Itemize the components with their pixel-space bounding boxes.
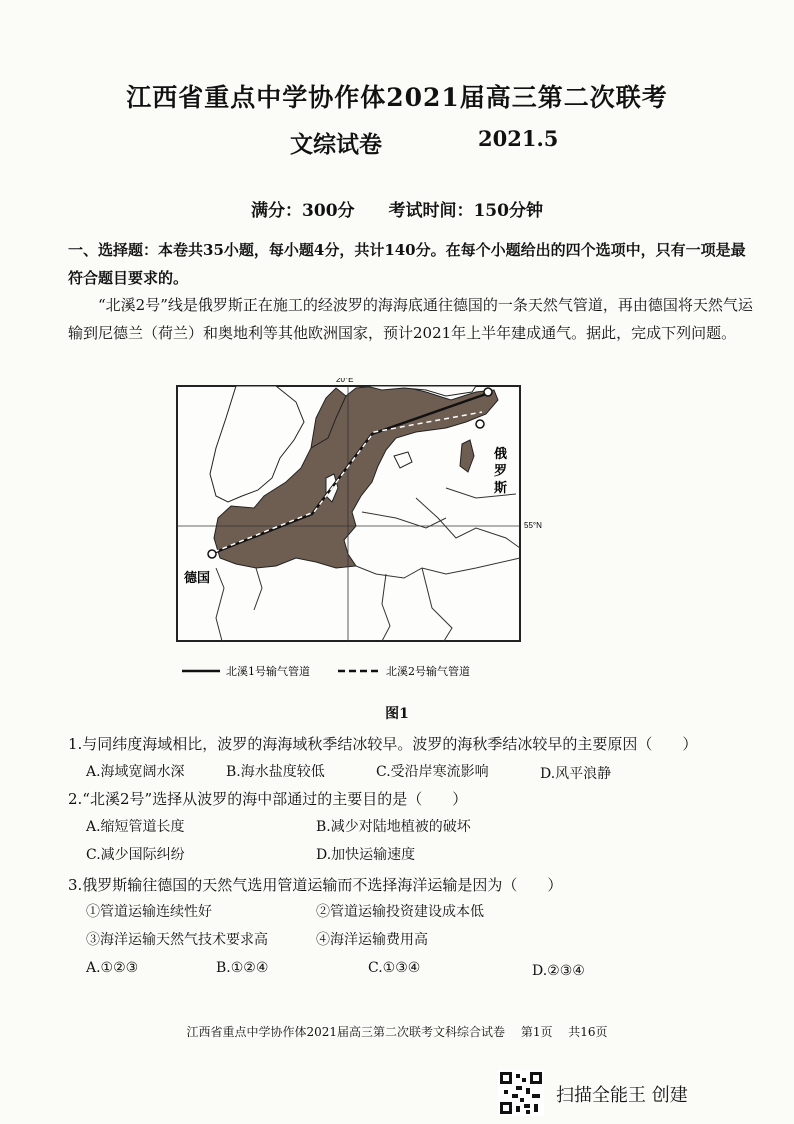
- q3-option-c: C.①③④: [368, 960, 421, 976]
- q3-statement-3: ③海洋运输天然气技术要求高: [86, 932, 268, 948]
- question-2-stem: 2.“北溪2号”选择从波罗的海中部通过的主要目的是（ ）: [68, 790, 468, 808]
- section-instructions: 一、选择题：本卷共35小题，每小题4分，共计140分。在每个小题给出的四个选项中，只有一项是最符合题目要求的。: [68, 241, 746, 287]
- legend-label-1: 北溪1号输气管道: [226, 665, 310, 678]
- baltic-map: [176, 378, 546, 678]
- score-line: [0, 196, 794, 221]
- figure-caption: 图1: [385, 706, 409, 722]
- question-1-stem: 1.与同纬度海域相比，波罗的海海域秋季结冰较早。波罗的海秋季结冰较早的主要原因（ ）: [68, 735, 698, 753]
- q3-statement-1: ①管道运输连续性好: [86, 904, 212, 920]
- exam-title: 江西省重点中学协作体2021届高三第二次联考: [126, 83, 668, 112]
- exam-subject: 文综试卷: [290, 131, 382, 158]
- russia-label-2: 罗: [494, 464, 508, 479]
- russia-label-3: 斯: [494, 481, 508, 496]
- exam-date: 2021.5: [478, 126, 559, 151]
- q1-option-b: B.海水盐度较低: [226, 764, 325, 780]
- lat-label: 55°N: [524, 521, 542, 530]
- q2-option-c: C.减少国际纠纷: [86, 847, 185, 863]
- q3-option-a: A.①②③: [86, 960, 139, 976]
- scanner-watermark: 扫描全能王 创建: [556, 1085, 688, 1106]
- russia-label-1: 俄: [494, 447, 508, 462]
- full-score: 满分：300分: [251, 201, 355, 221]
- legend-label-2: 北溪2号输气管道: [386, 665, 470, 678]
- q3-option-b: B.①②④: [216, 960, 269, 976]
- question-3-stem: 3.俄罗斯输往德国的天然气选用管道运输而不选择海洋运输是因为（ ）: [68, 876, 563, 894]
- q1-option-a: A.海域宽阔水深: [86, 764, 185, 780]
- passage: “北溪2号”线是俄罗斯正在施工的经波罗的海海底通往德国的一条天然气管道，再由德国将天然气运输到尼德兰（荷兰）和奥地利等其他欧洲国家，预计2021年上半年建成通气。据此，完成下列问题。: [68, 296, 753, 342]
- page-footer: [0, 1023, 794, 1040]
- exam-time: 考试时间：150分钟: [388, 201, 543, 221]
- germany-label: 德国: [184, 571, 211, 586]
- qr-code-icon: [498, 1070, 544, 1116]
- pipeline-end-west: [208, 550, 216, 558]
- footer-title: 江西省重点中学协作体2021届高三第二次联考文科综合试卷: [186, 1025, 505, 1039]
- footer-page: 第1页: [520, 1025, 553, 1039]
- pipeline-end-east-1: [484, 388, 492, 396]
- lon-label: 20°E: [336, 378, 354, 384]
- q2-option-d: D.加快运输速度: [316, 847, 416, 863]
- footer-total: 共16页: [568, 1025, 608, 1039]
- q2-option-a: A.缩短管道长度: [86, 819, 185, 835]
- map-svg: [176, 378, 546, 678]
- pipeline-end-east-2: [476, 420, 484, 428]
- q3-option-d: D.②③④: [532, 963, 585, 979]
- q3-statement-4: ④海洋运输费用高: [316, 932, 428, 948]
- q1-option-c: C.受沿岸寒流影响: [376, 764, 489, 780]
- q1-option-d: D.风平浪静: [540, 766, 612, 782]
- q2-option-b: B.减少对陆地植被的破坏: [316, 819, 471, 835]
- q3-statement-2: ②管道运输投资建设成本低: [316, 904, 484, 920]
